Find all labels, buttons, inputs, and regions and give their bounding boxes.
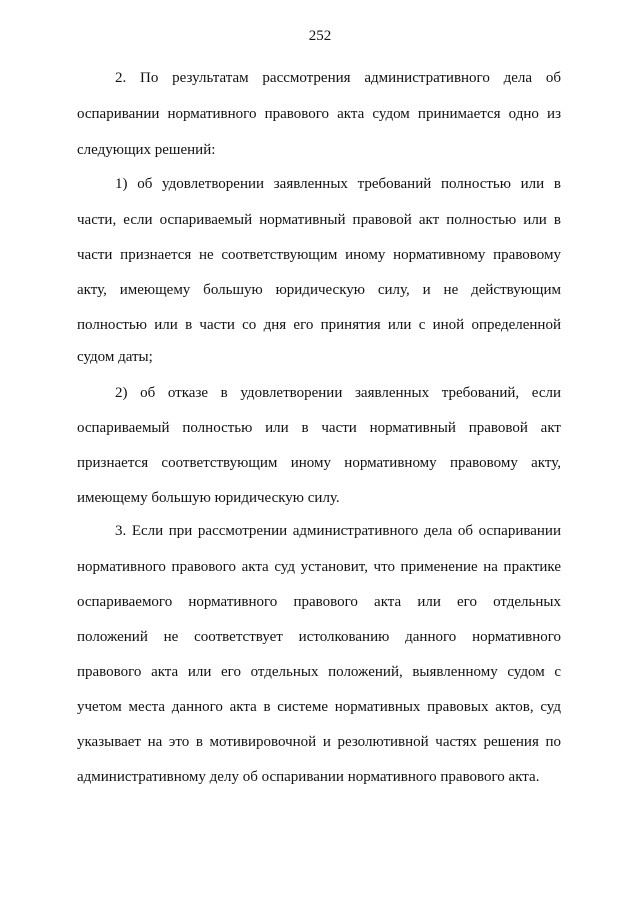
- paragraph-2-line-3: части признается не соответствующим иному нормативному правовому: [77, 247, 561, 263]
- paragraph-4-line-7: указывает на это в мотивировочной и резолютивной частях решения по: [77, 734, 561, 750]
- paragraph-3-line-3: признается соответствующим иному нормативному правовому акту,: [77, 455, 561, 471]
- paragraph-2-line-6: судом даты;: [77, 349, 153, 365]
- paragraph-3-line-1: 2) об отказе в удовлетворении заявленных требований, если: [115, 385, 561, 401]
- paragraph-2-line-2: части, если оспариваемый нормативный правовой акт полностью или в: [77, 212, 561, 228]
- paragraph-2-line-1: 1) об удовлетворении заявленных требований полностью или в: [115, 176, 561, 192]
- paragraph-3-line-4: имеющему большую юридическую силу.: [77, 490, 340, 506]
- paragraph-2-line-5: полностью или в части со дня его принятия или с иной определенной: [77, 317, 561, 333]
- paragraph-4-line-5: правового акта или его отдельных положений, выявленному судом с: [77, 664, 561, 680]
- paragraph-4-line-4: положений не соответствует истолкованию данного нормативного: [77, 629, 561, 645]
- paragraph-1-line-2: оспаривании нормативного правового акта судом принимается одно из: [77, 106, 561, 122]
- paragraph-1-line-1: 2. По результатам рассмотрения административного дела об: [115, 70, 561, 86]
- paragraph-1-line-3: следующих решений:: [77, 142, 216, 158]
- paragraph-4-line-3: оспариваемого нормативного правового акта или его отдельных: [77, 594, 561, 610]
- paragraph-3-line-2: оспариваемый полностью или в части нормативный правовой акт: [77, 420, 561, 436]
- paragraph-4-line-2: нормативного правового акта суд установит, что применение на практике: [77, 559, 561, 575]
- paragraph-4-line-1: 3. Если при рассмотрении административного дела об оспаривании: [115, 523, 561, 539]
- paragraph-2-line-4: акту, имеющему большую юридическую силу, и не действующим: [77, 282, 561, 298]
- paragraph-4-line-6: учетом места данного акта в системе нормативных правовых актов, суд: [77, 699, 561, 715]
- page-number: 252: [308, 28, 332, 44]
- paragraph-4-line-8: административному делу об оспаривании нормативного правового акта.: [77, 769, 540, 785]
